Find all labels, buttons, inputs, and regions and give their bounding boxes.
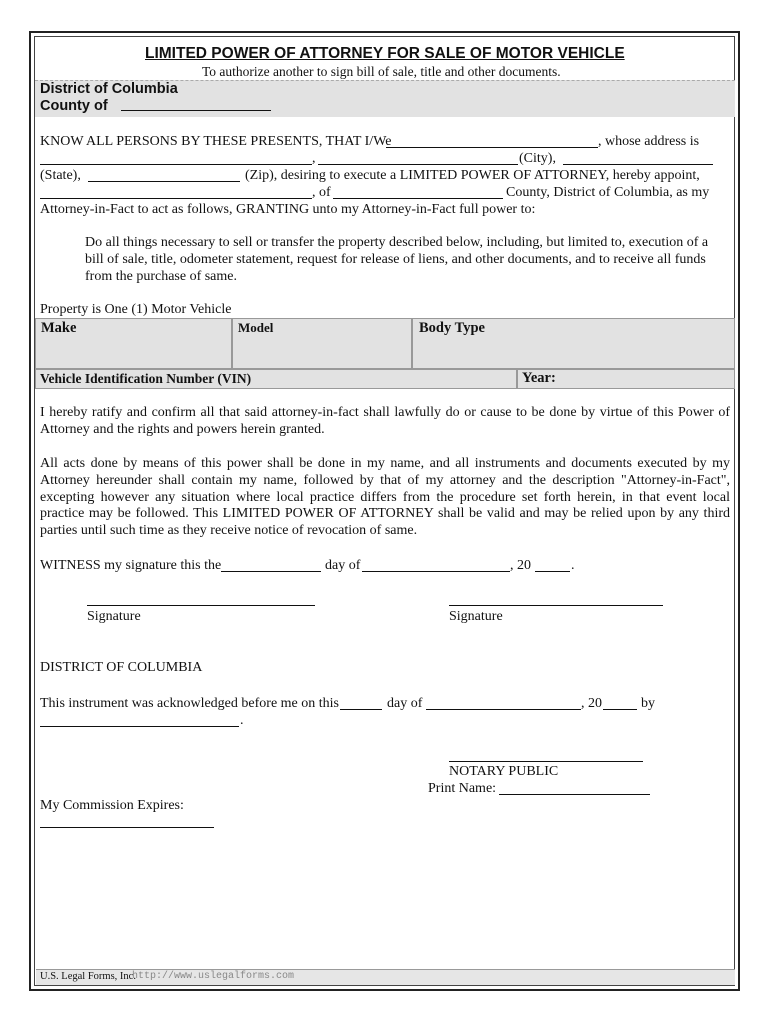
witness-day-field[interactable] [221, 571, 321, 572]
make-label: Make [41, 320, 77, 336]
attorney-county-field[interactable] [333, 198, 503, 199]
signature-label-right: Signature [449, 609, 503, 624]
property-label: Property is One (1) Motor Vehicle [40, 302, 232, 317]
ack-name-field[interactable] [40, 726, 239, 727]
footer-company: U.S. Legal Forms, Inc. [40, 971, 136, 982]
notary-jurisdiction: DISTRICT OF COLUMBIA [40, 660, 203, 675]
intro-line1-start: KNOW ALL PERSONS BY THESE PRESENTS, THAT I/We [40, 134, 392, 149]
intro-line1-end: , whose address is [598, 134, 700, 149]
street-address-field[interactable] [40, 164, 312, 165]
commission-label: My Commission Expires: [40, 798, 184, 813]
year-label: Year: [522, 370, 556, 386]
district-label: District of Columbia [40, 81, 178, 97]
ack-day-of: day of [387, 696, 423, 711]
document-subtitle: To authorize another to sign bill of sale, title and other documents. [202, 64, 561, 79]
ack-text: This instrument was acknowledged before me on this [40, 696, 339, 711]
ack-year-prefix: , 20 [581, 696, 602, 711]
print-name-label: Print Name: [428, 781, 497, 796]
signature-line-right[interactable] [449, 605, 663, 606]
acts-paragraph: All acts done by means of this power shall be done in my name, and all instruments and documents executed by my Attorney hereunder shall contain my name, followed by that of my attorney and the description "Attorney-in-Fact", excepting however any situation where local practice differs from the procedure set forth herein, in that event local practice may be followed. This LIMITED POWER OF ATTORNEY shall be valid and may be relied upon by any third parties until such time as they receive notice of revocation of same. [40, 456, 730, 539]
intro-line4-of: , of [312, 185, 331, 200]
intro-line4-end: County, District of Columbia, as my [506, 185, 710, 200]
witness-month-field[interactable] [362, 571, 510, 572]
ack-month-field[interactable] [426, 709, 581, 710]
city-label: (City), [519, 151, 556, 166]
witness-year-prefix: , 20 [510, 558, 531, 573]
body-type-label: Body Type [419, 320, 485, 336]
ack-day-field[interactable] [340, 709, 382, 710]
grantor-name-field[interactable] [386, 147, 598, 148]
intro-line2-comma: , [312, 151, 316, 166]
notary-public-label: NOTARY PUBLIC [449, 764, 559, 779]
ack-by: by [641, 696, 655, 711]
model-label: Model [238, 320, 274, 335]
address-line-field[interactable] [318, 164, 518, 165]
witness-period: . [571, 558, 575, 573]
vin-label: Vehicle Identification Number (VIN) [40, 371, 252, 386]
intro-line3-text: (Zip), desiring to execute a LIMITED POWER OF ATTORNEY, hereby appoint, [245, 168, 700, 183]
signature-line-left[interactable] [87, 605, 315, 606]
intro-line5: Attorney-in-Fact to act as follows, GRANTING unto my Attorney-in-Fact full power to: [40, 202, 536, 217]
commission-expiry-field[interactable] [40, 827, 214, 828]
notary-signature-line[interactable] [449, 761, 643, 762]
print-name-field[interactable] [499, 794, 650, 795]
ratify-paragraph: I hereby ratify and confirm all that said attorney-in-fact shall lawfully do or cause to be done by virtue of this Power of Attorney and the rights and powers herein granted. [40, 405, 730, 437]
county-label: County of [40, 98, 108, 114]
witness-year-field[interactable] [535, 571, 570, 572]
document-title: LIMITED POWER OF ATTORNEY FOR SALE OF MOTOR VEHICLE [145, 45, 625, 62]
ack-period: . [240, 713, 244, 728]
state-label: (State), [40, 168, 81, 183]
attorney-name-field[interactable] [40, 198, 312, 199]
state-field[interactable] [88, 181, 240, 182]
ack-year-field[interactable] [603, 709, 637, 710]
footer-url-link[interactable]: http://www.uslegalforms.com [132, 971, 295, 982]
witness-day-of: day of [325, 558, 361, 573]
signature-label-left: Signature [87, 609, 141, 624]
city-field[interactable] [563, 164, 713, 165]
witness-text: WITNESS my signature this the [40, 558, 222, 573]
county-blank-field[interactable] [121, 110, 271, 111]
powers-paragraph: Do all things necessary to sell or transfer the property described below, including, but limited to, execution of a bill of sale, title, odometer statement, request for release of liens, and other documents, and to receive all funds from the purchase of same. [85, 235, 709, 284]
